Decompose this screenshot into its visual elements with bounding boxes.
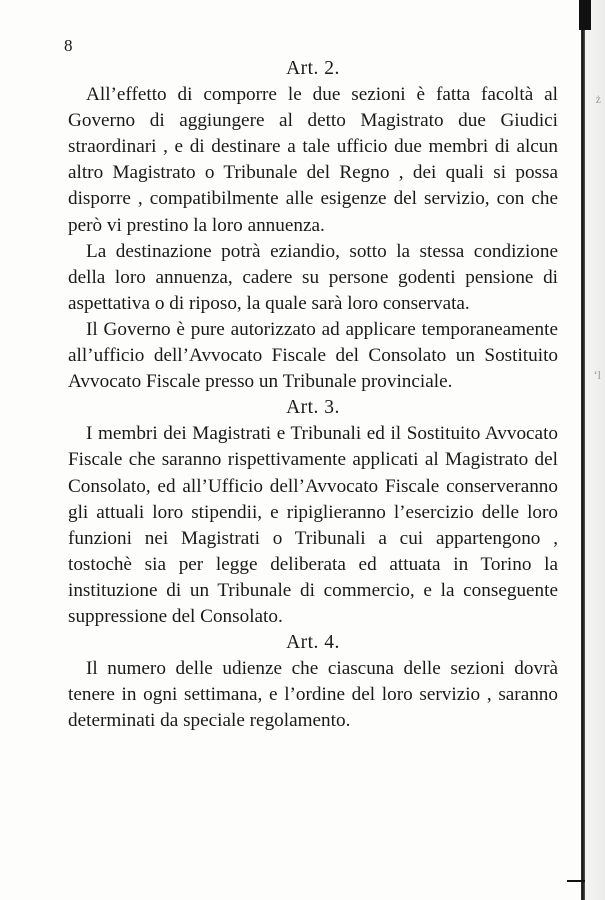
bleed-through-mark: ż (595, 92, 601, 106)
bleed-through-mark: ‘l (593, 368, 601, 382)
article-3-heading: Art. 3. (286, 397, 340, 419)
article-2-paragraph-1: All’effetto di comporre le due sezioni è fatta facoltà al Governo di aggiungere al detto Magistrato due Giudici straordinari , e di destinare a tale ufficio due membri di alcun altro Magistrato o Tribunale del Regno , dei quali si possa disporre , compatibilmente alle esigenze del servizio, con che però vi prestino la loro annuenza. (68, 84, 558, 236)
book-spine-edge (581, 0, 585, 900)
book-spine-foot-mark (567, 880, 585, 882)
document-body (68, 56, 558, 734)
page-number: 8 (64, 36, 73, 55)
article-4-paragraph-1: Il numero delle udienze che ciascuna delle sezioni dovrà tenere in ogni settimana, e l’ordine del loro servizio , saranno determinati da speciale regolamento. (68, 658, 558, 732)
article-4-heading: Art. 4. (286, 632, 340, 654)
article-2-heading: Art. 2. (286, 58, 340, 79)
page-edge-shadow (585, 0, 605, 900)
book-spine-top-mark (579, 0, 591, 30)
article-4 (68, 630, 558, 734)
article-3 (68, 395, 558, 630)
article-2 (68, 56, 558, 395)
article-2-paragraph-2: La destinazione potrà eziandio, sotto la stessa condizione della loro annuenza, cadere su persone godenti pensione di aspettativa o di riposo, la quale sarà loro conservata. (68, 240, 558, 314)
article-2-paragraph-3: Il Governo è pure autorizzato ad applicare temporaneamente all’ufficio dell’Avvocato Fiscale del Consolato un Sostituito Avvocato Fiscale presso un Tribunale provinciale. (68, 318, 558, 393)
article-3-paragraph-1: I membri dei Magistrati e Tribunali ed il Sostituito Avvocato Fiscale che saranno rispettivamente applicati al Magistrato del Consolato, ed all’Ufficio dell’Avvocato Fiscale conserveranno gli attuali loro stipendii, e ripiglieranno l’esercizio delle loro funzioni nei Magistrati o Tribunali a cui appartengono , tostochè sia per legge deliberata ed attuata in Torino la instituzione di un Tribunale di commercio, e la conseguente suppressione del Consolato. (68, 423, 558, 627)
